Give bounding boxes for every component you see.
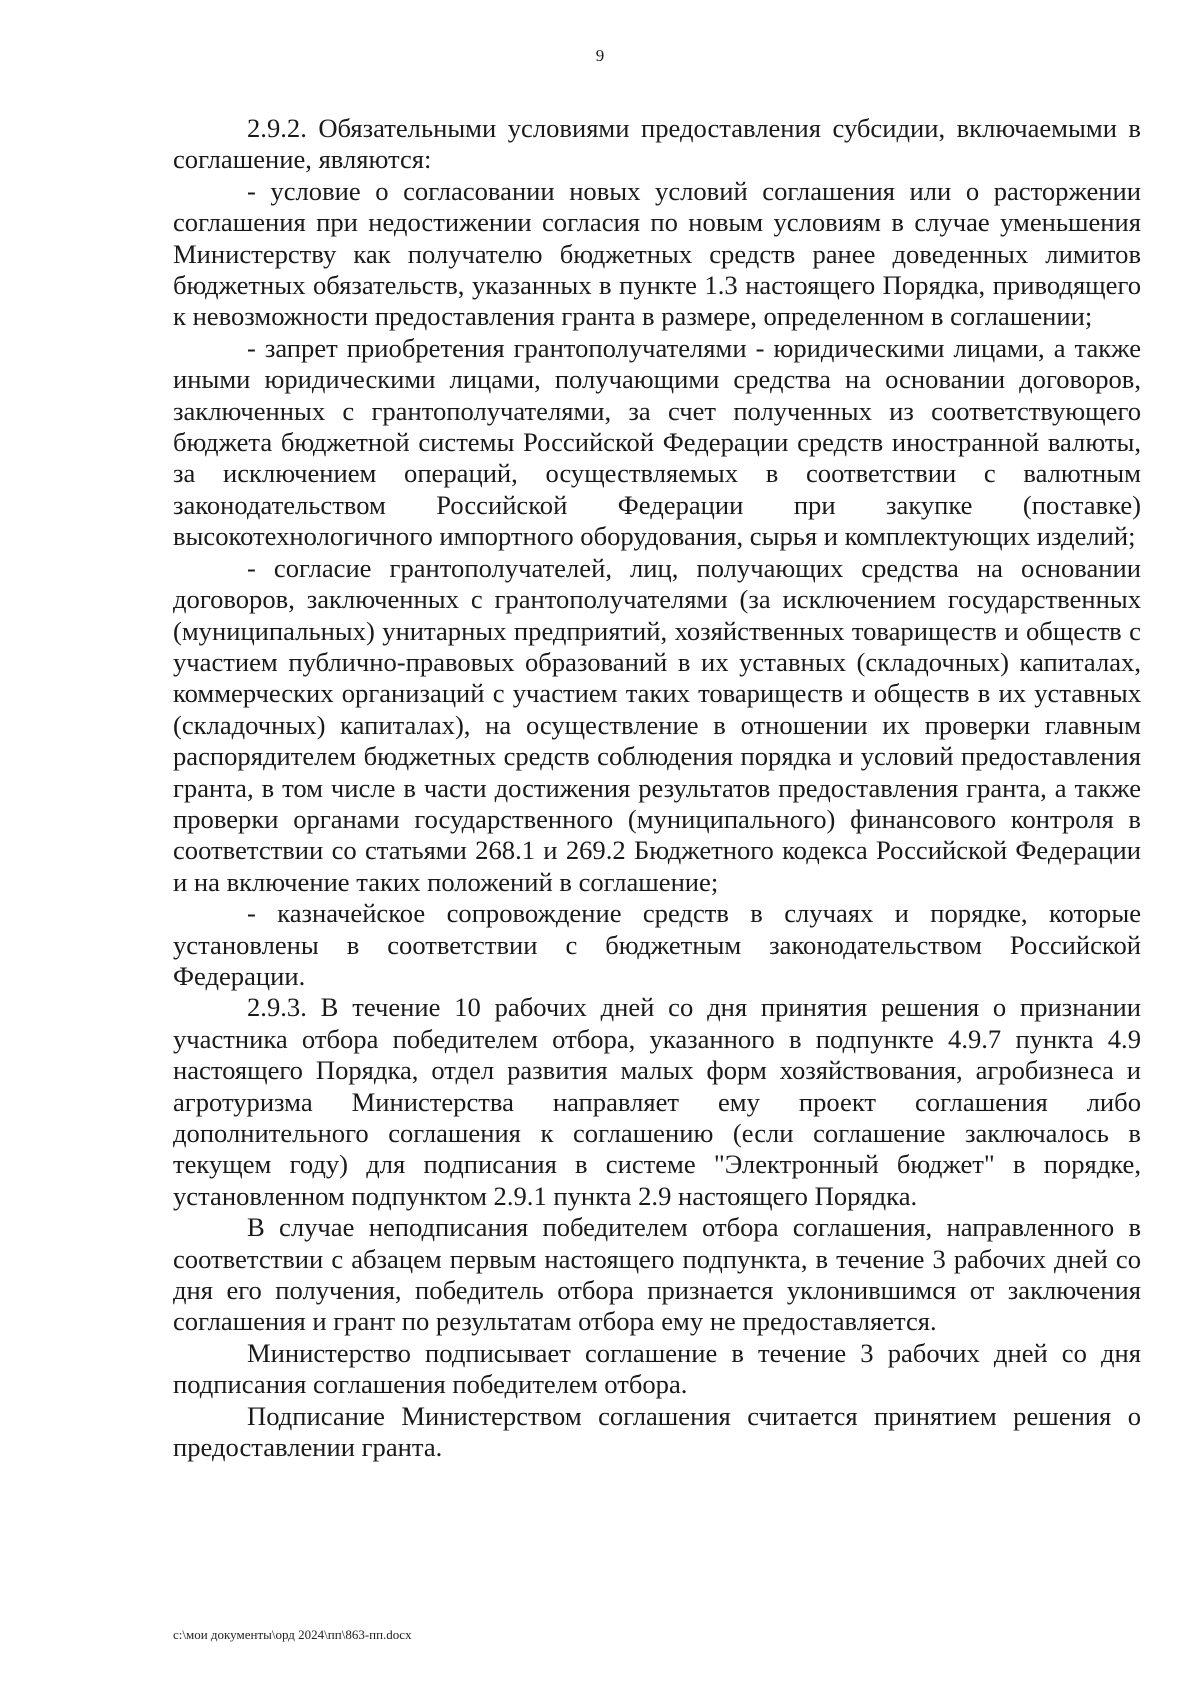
paragraph-currency-ban: - запрет приобретения грантополучателями - юридическими лицами, а также иными юридическими лицами, получающими средства на основании договоров, заключенных с грантополучателями, за счет полученных из соответствующего бюджета бюджетной системы Российской Федерации средств иностранной валюты, за исключением операций, осуществляемых в соответствии с валютным законодательством Российской Федерации при закупке (поставке) высокотехнологичного импортного оборудования, сырья и комплектующих изделий;	[173, 332, 1141, 552]
paragraph-2-9-3: 2.9.3. В течение 10 рабочих дней со дня принятия решения о признании участника отбора победителем отбора, указанного в подпункте 4.9.7 пункта 4.9 настоящего Порядка, отдел развития малых форм хозяйствования, агробизнеса и агротуризма Министерства направляет ему проект соглашения либо дополнительного соглашения к соглашению (если соглашение заключалось в текущем году) для подписания в системе "Электронный бюджет" в порядке, установленном подпунктом 2.9.1 пункта 2.9 настоящего Порядка.	[173, 992, 1141, 1211]
page-number: 9	[595, 46, 605, 65]
paragraph-non-signing: В случае неподписания победителем отбора соглашения, направленного в соответствии с абзацем первым настоящего подпункта, в течение 3 рабочих дней со дня его получения, победитель отбора признается уклонившимся от заключения соглашения и грант по результатам отбора ему не предоставляется.	[173, 1212, 1141, 1337]
paragraph-condition-renegotiation: - условие о согласовании новых условий соглашения или о расторжении соглашения при недостижении согласия по новым условиям в случае уменьшения Министерству как получателю бюджетных средств ранее доведенных лимитов бюджетных обязательств, указанных в пункте 1.3 настоящего Порядка, приводящего к невозможности предоставления гранта в размере, определенном в соглашении;	[173, 175, 1141, 332]
footer-file-path: c:\мои документы\орд 2024\пп\863-пп.docx	[173, 1627, 412, 1642]
paragraph-ministry-signs: Министерство подписывает соглашение в течение 3 рабочих дней со дня подписания соглашения победителем отбора.	[173, 1337, 1141, 1400]
paragraph-inspection-consent: - согласие грантополучателей, лиц, получающих средства на основании договоров, заключенных с грантополучателями (за исключением государственных (муниципальных) унитарных предприятий, хозяйственных товариществ и обществ с участием публично-правовых образований в их уставных (складочных) капиталах, коммерческих организаций с участием таких товариществ и обществ в их уставных (складочных) капиталах), на осуществление в отношении их проверки главным распорядителем бюджетных средств соблюдения порядка и условий предоставления гранта, в том числе в части достижения результатов предоставления гранта, а также проверки органами государственного (муниципального) финансового контроля в соответствии со статьями 268.1 и 269.2 Бюджетного кодекса Российской Федерации и на включение таких положений в соглашение;	[173, 552, 1141, 897]
paragraph-treasury-support: - казначейское сопровождение средств в случаях и порядке, которые установлены в соответствии с бюджетным законодательством Российской Федерации.	[173, 898, 1141, 991]
paragraph-grant-decision: Подписание Министерством соглашения считается принятием решения о предоставлении гранта.	[173, 1400, 1141, 1463]
document-body	[173, 113, 1141, 1463]
paragraph-2-9-2: 2.9.2. Обязательными условиями предоставления субсидии, включаемыми в соглашение, являются:	[173, 113, 1141, 175]
